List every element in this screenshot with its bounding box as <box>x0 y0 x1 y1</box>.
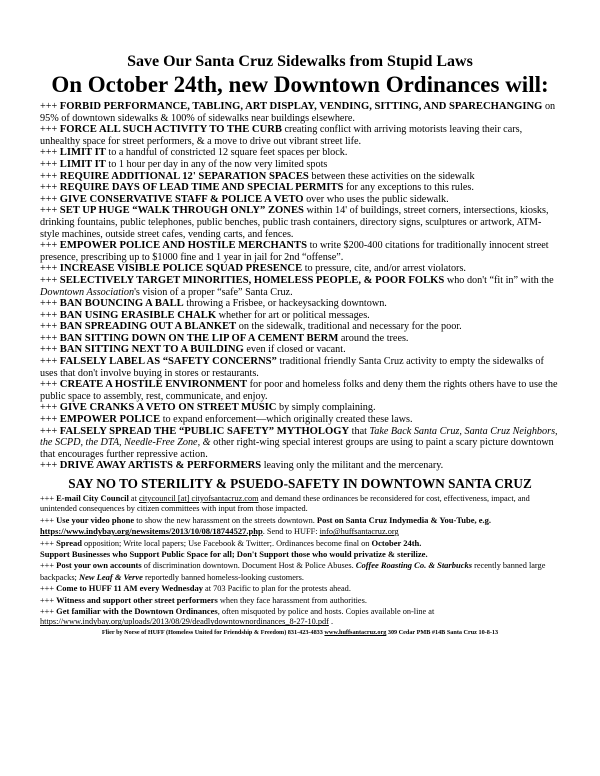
item-text: to 1 hour per day in any of the now very limited spots <box>105 158 328 170</box>
ordinance-item <box>40 333 560 345</box>
item-prefix: +++ <box>40 274 60 286</box>
item-prefix: +++ <box>40 561 57 571</box>
flier-subtitle: On October 24th, new Downtown Ordinances will: <box>51 72 549 97</box>
ordinance-item <box>40 263 560 275</box>
ordinance-item <box>40 460 560 472</box>
action-bold: Use your video phone <box>56 514 135 525</box>
ordinance-item <box>40 159 560 171</box>
item-bold: BAN BOUNCING A BALL <box>59 298 184 310</box>
action-text: to show the new harassment on the streets downtown. <box>134 515 317 525</box>
item-text: even if closed or vacant. <box>243 344 346 356</box>
ordinance-item <box>40 298 560 310</box>
item-prefix: +++ <box>40 321 60 333</box>
item-prefix: +++ <box>40 356 60 368</box>
item-italic: Take Back Santa Cruz, Santa Cruz Neighbors, the SCPD, the DTA, Needle-Free Zone, & <box>40 425 558 449</box>
huff-website-link[interactable]: www.huffsantacruz.org <box>324 628 387 636</box>
action-text: . Send to HUFF: <box>262 527 320 537</box>
item-prefix: +++ <box>40 101 60 112</box>
action-item-huff-meeting <box>40 583 560 594</box>
item-bold: BAN SITTING NEXT TO A BUILDING <box>59 344 244 356</box>
item-bold: SET UP HUGE “WALK THROUGH ONLY” ZONES <box>59 205 304 217</box>
item-bold: LIMIT IT <box>59 158 106 170</box>
ordinance-item <box>40 321 560 333</box>
item-bold: GIVE CONSERVATIVE STAFF & POLICE A VETO <box>59 193 304 205</box>
item-prefix: +++ <box>40 402 60 414</box>
action-text: , often misquoted by police and hosts. Copies available on-line at <box>217 607 435 617</box>
item-text: who don't “fit in” with the <box>444 274 554 286</box>
action-text: reportedly banned homeless-looking customers. <box>142 572 304 582</box>
say-no-heading: SAY NO TO STERILITY & PSUEDO-SAFETY IN DOWNTOWN SANTA CRUZ <box>68 476 532 491</box>
item-text: between these activities on the sidewalk <box>308 170 475 182</box>
indybay-video-link[interactable]: https://www.indybay.org/newsitems/2013/10/08/18744527.php <box>40 526 263 537</box>
item-text: creating conflict with arriving motorists leaving their cars, unhealthy space for street performers, & a move to drive out vibrant street life. <box>40 124 523 147</box>
item-prefix: +++ <box>40 607 57 617</box>
action-italic: New Leaf & Verve <box>78 571 143 582</box>
item-prefix: +++ <box>40 425 60 437</box>
item-bold: FORBID PERFORMANCE, TABLING, ART DISPLAY, VENDING, SITTING, AND SPARECHANGING <box>59 101 543 112</box>
ordinance-item <box>40 310 560 322</box>
item-prefix: +++ <box>40 240 60 252</box>
footer-text: Flier by Norse of HUFF (Homeless United for Friendship & Freedom) 831-423-4833 <box>101 628 325 636</box>
action-bold: Post on Santa Cruz Indymedia & You-Tube, e.g. <box>316 514 491 525</box>
item-prefix: +++ <box>40 263 60 275</box>
action-item-accounts <box>40 560 560 583</box>
action-text: . <box>328 617 334 627</box>
item-prefix: +++ <box>40 124 60 136</box>
ordinance-item <box>40 101 560 124</box>
action-text: and demand these ordinances be reconsidered for cost, effectiveness, impact, and unintended consequences by citizen committees with input from those impacted. <box>40 494 530 514</box>
ordinance-item <box>40 182 560 194</box>
council-email-link[interactable]: citycouncil [at] cityofsantacruz.com <box>139 494 259 503</box>
ordinance-item <box>40 147 560 159</box>
action-bold: Post your own accounts <box>56 560 142 571</box>
action-item-ordinances <box>40 606 560 628</box>
action-text: at <box>128 494 139 503</box>
ordinance-item <box>40 275 560 298</box>
action-text: when they face harassment from authorities. <box>217 595 367 605</box>
item-text: whether for art or political messages. <box>216 309 370 321</box>
item-text: other right-wing special interest groups are using to paint a scary picture downtown that encourages further repressive action. <box>40 437 554 460</box>
item-text: around the trees. <box>338 332 409 344</box>
item-prefix: +++ <box>40 158 60 170</box>
item-bold: CREATE A HOSTILE ENVIRONMENT <box>59 379 248 391</box>
ordinance-item <box>40 124 560 147</box>
action-text: of discrimination downtown. Document Host & Police Abuses. <box>141 561 356 571</box>
item-bold: LIMIT IT <box>59 147 106 159</box>
item-text: on the sidewalk, traditional and necessary for the poor. <box>236 321 462 333</box>
item-text: on 95% of downtown sidewalks & 100% of sidewalks near buildings elsewhere. <box>40 101 556 124</box>
ordinance-list <box>40 101 560 472</box>
flier-footer <box>40 629 560 637</box>
item-text: for poor and homeless folks and deny them the rights others have to use the public space to assembly, rest, communicate, and enjoy. <box>40 379 558 402</box>
item-prefix: +++ <box>40 414 60 426</box>
ordinance-item <box>40 356 560 379</box>
item-bold: FORCE ALL SUCH ACTIVITY TO THE CURB <box>59 124 282 136</box>
action-text: recently banned large backpacks; <box>40 561 546 582</box>
item-bold: EMPOWER POLICE AND HOSTILE MERCHANTS <box>59 240 308 252</box>
item-italic: Downtown Association <box>40 286 135 298</box>
item-bold: BAN SPREADING OUT A BLANKET <box>59 321 237 333</box>
item-prefix: +++ <box>40 595 57 605</box>
item-bold: GIVE CRANKS A VETO ON STREET MUSIC <box>59 402 277 414</box>
item-prefix: +++ <box>40 460 60 472</box>
item-prefix: +++ <box>40 309 60 321</box>
item-prefix: +++ <box>40 332 60 344</box>
item-prefix: +++ <box>40 515 57 525</box>
item-prefix: +++ <box>40 538 57 548</box>
ordinance-item <box>40 379 560 402</box>
item-text: 's vision of a proper “safe” Santa Cruz. <box>134 286 293 298</box>
item-text: to a handful of constricted 12 square feet spaces per block. <box>105 147 348 159</box>
item-bold: REQUIRE DAYS OF LEAD TIME AND SPECIAL PERMITS <box>59 182 344 194</box>
ordinance-item <box>40 171 560 183</box>
item-text: to write $200-400 citations for traditionally innocent street presence, prescribing up to $1000 fine and 1 year in jail for 2nd “offense”. <box>40 240 549 263</box>
ordinance-item <box>40 402 560 414</box>
action-item-witness <box>40 595 560 606</box>
item-prefix: +++ <box>40 182 60 194</box>
action-text: opposition; Write local papers; Use Facebook & Twitter;. Ordinances become final on <box>81 538 372 548</box>
item-text: over who uses the public sidewalk. <box>303 193 449 205</box>
item-bold: DRIVE AWAY ARTISTS & PERFORMERS <box>59 460 262 472</box>
ordinances-pdf-link[interactable]: https://www.indybay.org/uploads/2013/08/29/deadlydowntownordinances_8-27-10.pdf <box>40 617 329 627</box>
ordinance-item <box>40 194 560 206</box>
ordinance-item <box>40 414 560 426</box>
item-prefix: +++ <box>40 170 60 182</box>
item-text: that <box>349 425 370 437</box>
ordinance-item <box>40 240 560 263</box>
action-italic: Coffee Roasting Co. & Starbucks <box>355 560 473 571</box>
item-prefix: +++ <box>40 147 60 159</box>
action-item-video <box>40 515 560 538</box>
action-bold: E-mail City Council <box>56 493 129 503</box>
item-bold: EMPOWER POLICE <box>59 414 161 426</box>
action-text: at 703 Pacific to plan for the protests ahead. <box>202 584 351 594</box>
item-prefix: +++ <box>40 193 60 205</box>
flier-title: Save Our Santa Cruz Sidewalks from Stupid Laws <box>127 53 473 70</box>
action-item-email <box>40 493 560 515</box>
action-bold: Support Businesses who Support Public Space for all; Don't Support those who would privatize & sterilize. <box>40 549 428 560</box>
item-prefix: +++ <box>40 584 57 594</box>
item-text: traditional friendly Santa Cruz activity to empty the sidewalks of uses that don't involve buying in stores or restaurants. <box>40 356 544 379</box>
ordinance-item <box>40 426 560 461</box>
item-text: throwing a Frisbee, or hackeysacking downtown. <box>183 298 387 310</box>
item-bold: FALSELY SPREAD THE “PUBLIC SAFETY” MYTHOLOGY <box>59 425 350 437</box>
item-bold: REQUIRE ADDITIONAL 12' SEPARATION SPACES <box>59 170 309 182</box>
action-bold: October 24th. <box>371 537 422 548</box>
item-bold: SELECTIVELY TARGET MINORITIES, HOMELESS PEOPLE, & POOR FOLKS <box>59 274 445 286</box>
action-bold: Get familiar with the Downtown Ordinances <box>56 606 218 617</box>
item-text: to expand enforcement—which originally created these laws. <box>160 414 413 426</box>
item-text: to pressure, cite, and/or arrest violators. <box>302 263 466 275</box>
item-text: leaving only the militant and the mercenary. <box>261 460 444 472</box>
item-bold: BAN USING ERASIBLE CHALK <box>59 309 217 321</box>
action-bold: Come to HUFF 11 AM every Wednesday <box>56 583 203 594</box>
ordinance-item <box>40 344 560 356</box>
action-list <box>40 493 560 628</box>
action-item-spread <box>40 538 560 561</box>
item-bold: BAN SITTING DOWN ON THE LIP OF A CEMENT BERM <box>59 332 339 344</box>
item-prefix: +++ <box>40 344 60 356</box>
item-text: within 14' of buildings, street corners, intersections, kiosks, drinking fountains, public telephones, public benches, public trash containers, directory signs, sculptures or artwork, ATM-style machines, outside street cafes, vending carts, and fences. <box>40 205 549 240</box>
action-bold: Witness and support other street performers <box>56 594 218 605</box>
action-bold: Spread <box>56 537 82 548</box>
ordinance-item <box>40 205 560 240</box>
item-prefix: +++ <box>40 298 60 310</box>
item-prefix: +++ <box>40 494 57 503</box>
item-bold: INCREASE VISIBLE POLICE SQUAD PRESENCE <box>59 263 303 275</box>
item-text: by simply complaining. <box>276 402 376 414</box>
item-prefix: +++ <box>40 205 60 217</box>
huff-email-link[interactable]: info@huffsantacruz.org <box>319 527 399 537</box>
footer-text: 309 Cedar PMB #14B Santa Cruz 10-8-13 <box>386 628 499 636</box>
item-text: for any exceptions to this rules. <box>343 182 474 194</box>
item-prefix: +++ <box>40 379 60 391</box>
item-bold: FALSELY LABEL AS “SAFETY CONCERNS” <box>59 356 277 368</box>
